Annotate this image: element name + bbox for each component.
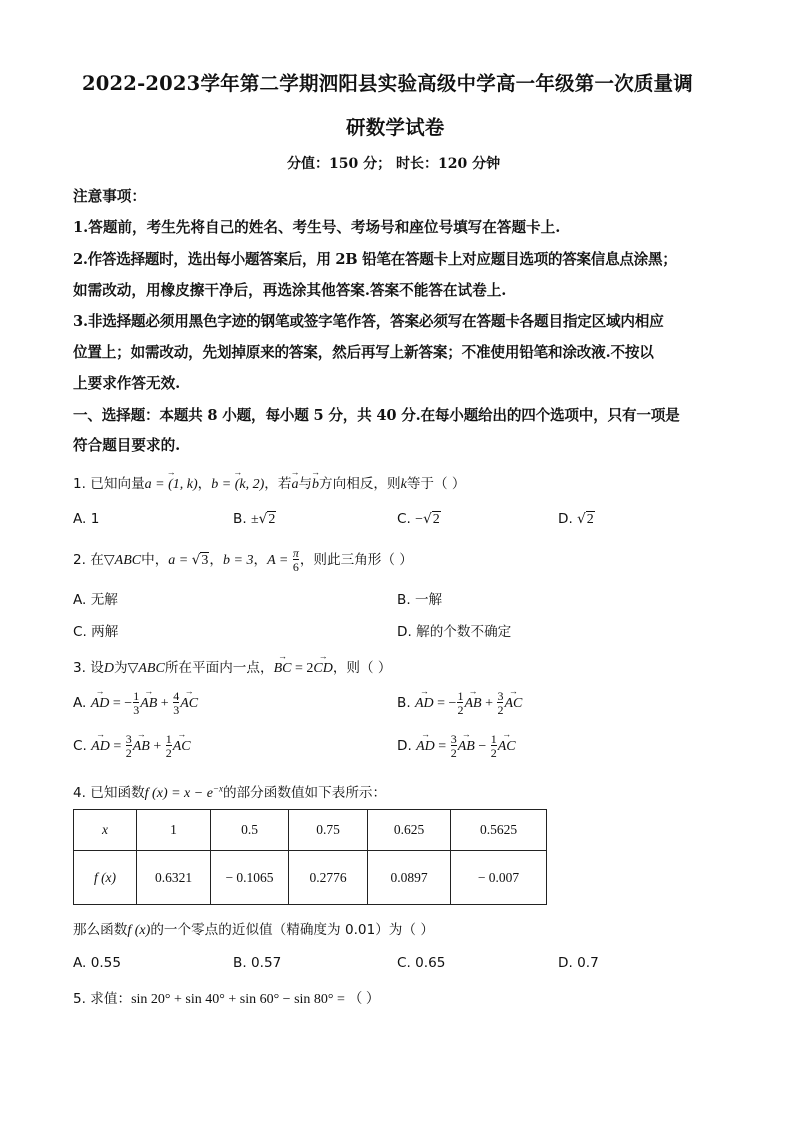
q1-mid: ，若 [264, 476, 292, 492]
q2-angle-fraction [293, 547, 299, 573]
q1-prefix: 1. 已知向量 [73, 476, 145, 492]
table-cell: 0.5 [211, 810, 289, 851]
q2-option-c[interactable]: C. 两解 [73, 624, 119, 640]
q1-option-d[interactable] [558, 511, 595, 528]
q4-option-c[interactable]: C. 0.65 [397, 955, 446, 971]
section-heading-line2: 符合题目要求的. [73, 437, 181, 454]
q3-a-frac2 [173, 690, 179, 716]
q1-option-b-label: B. [233, 511, 247, 527]
q1-tail: 方向相反，则 [319, 476, 401, 492]
q1-option-c-minus: − [415, 512, 424, 527]
q3-c-AC: → AC [173, 739, 191, 755]
q3-a-eq: = − [109, 696, 133, 711]
table-cell: 0.6321 [137, 851, 211, 905]
q4-end: 的部分函数值如下表所示： [223, 785, 387, 801]
q3-b-frac1 [457, 690, 463, 716]
table-cell: − 0.007 [451, 851, 547, 905]
q3-d-frac1 [451, 733, 457, 759]
q3-eq: = 2 [291, 661, 314, 676]
notice-item-2-line2: 如需改动，用橡皮擦干净后，再选涂其他答案.答案不能答在试卷上. [73, 282, 507, 299]
question-5-stem [73, 987, 380, 1008]
q3-a-frac2-den: 3 [173, 703, 180, 717]
sqrt-icon: √2 [423, 511, 440, 527]
q3-a-AC: → AC [180, 696, 198, 712]
q1-option-d-radicand: 2 [586, 512, 594, 527]
q1-b: → b [312, 477, 319, 493]
q3-option-c[interactable] [73, 733, 191, 759]
q3-d-AD: → AD [416, 739, 435, 755]
question-2-stem: 2. 在▽ABC中，a = √3，b = 3，A = $\frac{\pi}{6}$ ，则此三角形（ ） [73, 546, 413, 574]
q3-mid: 为 [114, 660, 128, 676]
q3-option-b-label: B. [397, 695, 411, 711]
table-row [74, 810, 547, 851]
question-4-followup [73, 918, 434, 939]
q3-end: ，则（ ） [332, 660, 392, 676]
q3-b-eq: = − [433, 696, 457, 711]
table-cell: 0.2776 [289, 851, 368, 905]
q3-b-AC: → AC [504, 696, 522, 712]
q3-c-frac1-den: 2 [125, 746, 132, 760]
table-cell: f (x) [74, 851, 137, 905]
question-1-stem: 1. 已知向量→ a = (1, k)，→ b = (k, 2)，若→ a与→ b方向相反，则k等于（ ） [73, 472, 466, 493]
q3-c-eq: = [109, 739, 125, 754]
question-3-stem [73, 656, 392, 677]
notice-item-3-line1: 3.非选择题必须用黑色字迹的钢笔或签字笔作答，答案必须写在答题卡各题目指定区域内相应 [73, 313, 664, 330]
table-cell: 0.75 [289, 810, 368, 851]
table-cell: x [74, 810, 137, 851]
q4-func: f (x) = x − e [144, 786, 213, 801]
table-cell: 0.625 [368, 810, 451, 851]
q1-option-d-label: D. [558, 511, 573, 527]
q3-d-minus: − [474, 739, 490, 754]
q2-option-d[interactable]: D. 解的个数不确定 [397, 624, 512, 640]
q3-c-frac1 [126, 733, 132, 759]
notice-item-2-line1: 2.作答选择题时，选出每小题答案后，用 2B 铅笔在答题卡上对应题目选项的答案信息点涂黑； [73, 251, 677, 268]
q2-sqrt3: 3 [201, 553, 209, 568]
q3-d-AB: → AB [458, 739, 475, 755]
q2-end: ，则此三角形（ ） [299, 552, 413, 568]
q1-end: 等于（ ） [406, 476, 466, 492]
q3-option-d-label: D. [397, 738, 412, 754]
q1-vector-a: → a = (1, k) [145, 477, 198, 493]
q1-option-b-pm: ± [250, 512, 259, 527]
sqrt-icon: √2 [258, 511, 276, 527]
q3-b-AB: → AB [464, 696, 481, 712]
q1-option-c-label: C. [397, 511, 411, 527]
q4-after-func: f (x) [127, 923, 151, 938]
q3-a-frac1-num: 1 [133, 689, 140, 703]
table-row [74, 851, 547, 905]
q2-A-eq: A = [267, 553, 292, 568]
q1-k: k [400, 477, 407, 492]
q3-b-plus: + [481, 696, 497, 711]
q3-b-frac1-num: 1 [457, 689, 464, 703]
q5-prefix: 5. 求值： [73, 991, 132, 1007]
q3-a-plus: + [157, 696, 173, 711]
q4-exp: −x [212, 783, 223, 794]
q3-c-AD: → AD [91, 739, 110, 755]
page-title-line1: 2022-2023学年第二学期泗阳县实验高级中学高一年级第一次质量调 [82, 72, 693, 95]
q3-d-eq: = [434, 739, 450, 754]
q3-a-AD: → AD [91, 696, 110, 712]
q3-option-c-label: C. [73, 738, 87, 754]
q2-option-a[interactable]: A. 无解 [73, 592, 118, 608]
q1-vector-b: → b = (k, 2) [211, 477, 264, 493]
q3-option-a-label: A. [73, 695, 87, 711]
notice-heading: 注意事项： [73, 188, 146, 205]
table-cell: 0.5625 [451, 810, 547, 851]
q3-c-plus: + [149, 739, 165, 754]
q3-d-frac2 [491, 733, 497, 759]
q3-c-frac2-num: 1 [165, 732, 172, 746]
q4-option-b[interactable]: B. 0.57 [233, 955, 282, 971]
q3-d-frac2-num: 1 [490, 732, 497, 746]
q4-prefix: 4. 已知函数 [73, 785, 145, 801]
q1-with: 与 [298, 476, 313, 492]
q3-vec-CD: → CD [313, 661, 332, 677]
q2-option-b[interactable]: B. 一解 [397, 592, 443, 608]
q2-triangle: ▽ABC [103, 553, 142, 568]
function-value-table [73, 809, 547, 905]
q3-d-frac1-den: 2 [450, 746, 457, 760]
q1-a: → a [291, 477, 298, 493]
page-title-line2: 研数学试卷 [346, 116, 445, 139]
notice-item-3-line3: 上要求作答无效. [73, 375, 181, 392]
q3-c-AB: → AB [133, 739, 150, 755]
q1-option-a[interactable]: A. 1 [73, 511, 100, 527]
q2-prefix: 2. 在 [73, 552, 104, 568]
q1-option-b[interactable] [233, 511, 276, 528]
q3-b-frac2-num: 3 [497, 689, 504, 703]
section-heading-line1: 一、选择题：本题共 8 小题，每小题 5 分，共 40 分.在每小题给出的四个选项中，只有一项是 [73, 407, 680, 424]
q2-mid: 中， [141, 552, 169, 568]
q3-c-frac2 [166, 733, 172, 759]
sqrt-icon: √2 [577, 511, 594, 527]
notice-item-3-line2: 位置上；如需改动，先划掉原来的答案，然后再写上新答案；不准使用铅笔和涂改液.不按以 [73, 344, 654, 361]
q3-c-frac2-den: 2 [165, 746, 172, 760]
q1-option-c-radicand: 2 [432, 512, 440, 527]
q3-option-b[interactable] [397, 690, 522, 716]
sqrt-icon: √3 [191, 552, 209, 568]
question-4-stem [73, 781, 386, 802]
q2-a-eq: a = [168, 553, 192, 568]
q1-option-b-radicand: 2 [268, 512, 276, 527]
q3-a-frac1 [133, 690, 139, 716]
q3-mid2: 所在平面内一点， [164, 660, 274, 676]
q3-c-frac1-num: 3 [125, 732, 132, 746]
q3-a-frac1-den: 3 [133, 703, 140, 717]
q5-expression: sin 20° + sin 40° + sin 60° − sin 80° = （ ） [131, 992, 380, 1007]
table-cell: 0.0897 [368, 851, 451, 905]
q4-after-end: 的一个零点的近似值（精确度为 0.01）为（ ） [150, 922, 434, 938]
q3-triangle: ▽ABC [127, 661, 165, 676]
q2-pi: π [292, 546, 299, 560]
q3-b-AD: → AD [415, 696, 434, 712]
table-cell: − 0.1065 [211, 851, 289, 905]
q3-d-frac1-num: 3 [450, 732, 457, 746]
q3-option-a[interactable] [73, 690, 198, 716]
q3-b-frac1-den: 2 [457, 703, 464, 717]
q3-d-AC: → AC [498, 739, 516, 755]
q2-b-eq: b = 3 [223, 553, 254, 568]
q3-vec-BC: → BC [274, 661, 292, 677]
q3-a-frac2-num: 4 [173, 689, 180, 703]
q3-b-frac2 [497, 690, 503, 716]
q2-six: 6 [292, 560, 299, 574]
q1-option-c[interactable] [397, 511, 441, 528]
q3-prefix: 3. 设 [73, 660, 104, 676]
table-cell: 1 [137, 810, 211, 851]
notice-item-1: 1.答题前，考生先将自己的姓名、考生号、考场号和座位号填写在答题卡上. [73, 219, 561, 236]
q3-d-frac2-den: 2 [490, 746, 497, 760]
q4-option-d[interactable]: D. 0.7 [558, 955, 599, 971]
exam-info: 分值：150 分； 时长：120 分钟 [287, 156, 501, 172]
q3-option-d[interactable] [397, 733, 516, 759]
q3-D: D [103, 661, 115, 676]
q4-after-prefix: 那么函数 [73, 922, 128, 938]
q3-a-AB: → AB [140, 696, 157, 712]
q3-b-frac2-den: 2 [497, 703, 504, 717]
q4-option-a[interactable]: A. 0.55 [73, 955, 121, 971]
